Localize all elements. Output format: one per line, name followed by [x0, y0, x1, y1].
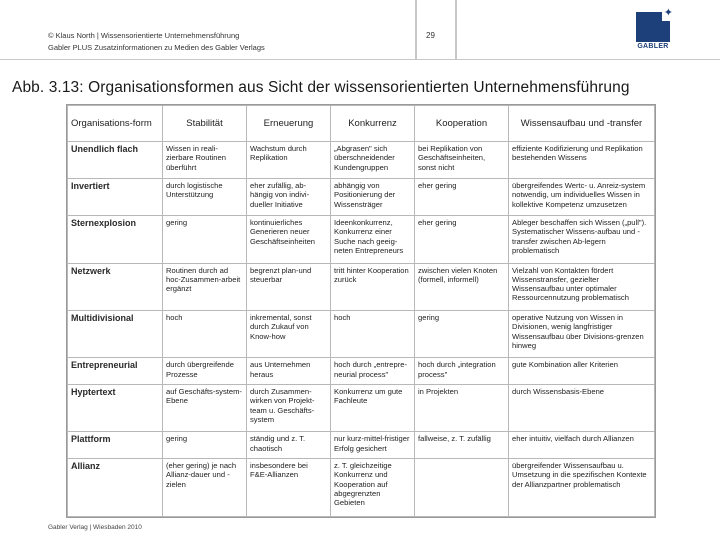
table-cell: bei Replikation von Geschäftseinheiten, sonst nicht: [415, 142, 509, 179]
footer-publisher: Gabler Verlag | Wiesbaden 2010: [48, 524, 142, 531]
table-cell: (eher gering) je nach Allianz-dauer und -zielen: [163, 459, 247, 517]
table-cell: kontinuierliches Generieren neuer Geschäftseinheiten: [247, 216, 331, 263]
header-box-middle: [416, 0, 456, 60]
table-cell: zwischen vielen Knoten (formell, informell): [415, 263, 509, 310]
table-cell: nur kurz-mittel-fristiger Erfolg gesichert: [331, 432, 415, 459]
table-cell: durch übergreifende Prozesse: [163, 358, 247, 385]
row-header: Netzwerk: [68, 263, 163, 310]
table-cell: gering: [163, 432, 247, 459]
table-cell: inkremental, sonst durch Zukauf von Know-how: [247, 310, 331, 357]
table-cell: „Abgrasen" sich überschneidender Kundengruppen: [331, 142, 415, 179]
table-cell: durch Zusammen-wirken von Projekt-team u. Geschäfts-system: [247, 384, 331, 431]
column-header: Wissensaufbau und -transfer: [509, 106, 655, 142]
table-row: [68, 358, 655, 385]
column-header: Stabilität: [163, 106, 247, 142]
table-cell: hoch: [331, 310, 415, 357]
table-row: [68, 263, 655, 310]
table-cell: Wissen in reali-zierbare Routinen überführt: [163, 142, 247, 179]
table-cell: Vielzahl von Kontakten fördert Wissenstransfer, gezielter Wissensaufbau unter optimaler Ressourcennutzung problematisch: [509, 263, 655, 310]
table-cell: übergreifender Wissensaufbau u. Umsetzung in die spezifischen Kontexte der Allianzpartner problematisch: [509, 459, 655, 517]
table-cell: tritt hinter Kooperation zurück: [331, 263, 415, 310]
table-cell: operative Nutzung von Wissen in Divisionen, wenig langfristiger Wissensaufbau über Divisions-grenzen hinweg: [509, 310, 655, 357]
table-cell: fallweise, z. T. zufällig: [415, 432, 509, 459]
table-row: [68, 216, 655, 263]
table-cell: eher gering: [415, 179, 509, 216]
table-cell: Routinen durch ad hoc-Zusammen-arbeit ergänzt: [163, 263, 247, 310]
table-cell: eher gering: [415, 216, 509, 263]
row-header: Sternexplosion: [68, 216, 163, 263]
page-number: 29: [426, 31, 435, 40]
copyright-line-1: © Klaus North | Wissensorientierte Unternehmensführung: [48, 31, 240, 40]
row-header: Multidivisional: [68, 310, 163, 357]
table-cell: Konkurrenz um gute Fachleute: [331, 384, 415, 431]
column-header: Konkurrenz: [331, 106, 415, 142]
table-row: [68, 459, 655, 517]
table-cell: effiziente Kodifizierung und Replikation bestehenden Wissens: [509, 142, 655, 179]
table-cell: eher intuitiv, vielfach durch Allianzen: [509, 432, 655, 459]
row-header: Unendlich flach: [68, 142, 163, 179]
column-header: Erneuerung: [247, 106, 331, 142]
row-header: Hyptertext: [68, 384, 163, 431]
copyright-notice: [48, 30, 265, 54]
table-cell: [415, 459, 509, 517]
table-row: [68, 384, 655, 431]
organisation-forms-table: [66, 104, 656, 518]
column-header: Kooperation: [415, 106, 509, 142]
table-cell: hoch durch „entrepre-neurial process": [331, 358, 415, 385]
table-cell: hoch: [163, 310, 247, 357]
row-header: Entrepreneurial: [68, 358, 163, 385]
header-box-right: [456, 0, 720, 60]
row-header: Invertiert: [68, 179, 163, 216]
table-cell: auf Geschäfts-system-Ebene: [163, 384, 247, 431]
figure-title: Abb. 3.13: Organisationsformen aus Sicht der wissensorientierten Unternehmensführung: [12, 79, 630, 96]
table-cell: gering: [415, 310, 509, 357]
table-cell: Ableger beschaffen sich Wissen („pull"). Systematischer Wissens-aufbau und -transfer zwischen Ab-legern problematisch: [509, 216, 655, 263]
gabler-logo: [636, 7, 673, 54]
table-cell: hoch durch „integration process": [415, 358, 509, 385]
column-header: Organisations-form: [68, 106, 163, 142]
table-row: [68, 432, 655, 459]
row-header: Plattform: [68, 432, 163, 459]
table-cell: durch logistische Unterstützung: [163, 179, 247, 216]
table-cell: abhängig von Positionierung der Wissensträger: [331, 179, 415, 216]
copyright-line-2: Gabler PLUS Zusatzinformationen zu Medien des Gabler Verlags: [48, 43, 265, 52]
table-cell: übergreifendes Wertc- u. Anreiz-system notwendig, um individuelles Wissen in kollektive Kompetenz umzusetzen: [509, 179, 655, 216]
table-cell: Wachstum durch Replikation: [247, 142, 331, 179]
table-cell: insbesondere bei F&E-Allianzen: [247, 459, 331, 517]
table-row: [68, 310, 655, 357]
table-row: [68, 142, 655, 179]
row-header: Allianz: [68, 459, 163, 517]
table-row: [68, 179, 655, 216]
table-cell: gute Kombination aller Kriterien: [509, 358, 655, 385]
table-cell: ständig und z. T. chaotisch: [247, 432, 331, 459]
table-cell: gering: [163, 216, 247, 263]
logo-star-icon: ✦: [663, 7, 673, 19]
table-cell: in Projekten: [415, 384, 509, 431]
table-cell: z. T. gleichzeitige Konkurrenz und Kooperation auf abgegrenzten Gebieten: [331, 459, 415, 517]
logo-text: GABLER: [637, 43, 669, 50]
table-cell: aus Unternehmen heraus: [247, 358, 331, 385]
table-cell: Ideenkonkurrenz, Konkurrenz einer Suche nach geeig-neten Entrepreneurs: [331, 216, 415, 263]
table-cell: durch Wissensbasis-Ebene: [509, 384, 655, 431]
table-cell: begrenzt plan-und steuerbar: [247, 263, 331, 310]
table-cell: eher zufällig, ab-hängig von indivi-dueller Initiative: [247, 179, 331, 216]
table-header-row: [68, 106, 655, 142]
